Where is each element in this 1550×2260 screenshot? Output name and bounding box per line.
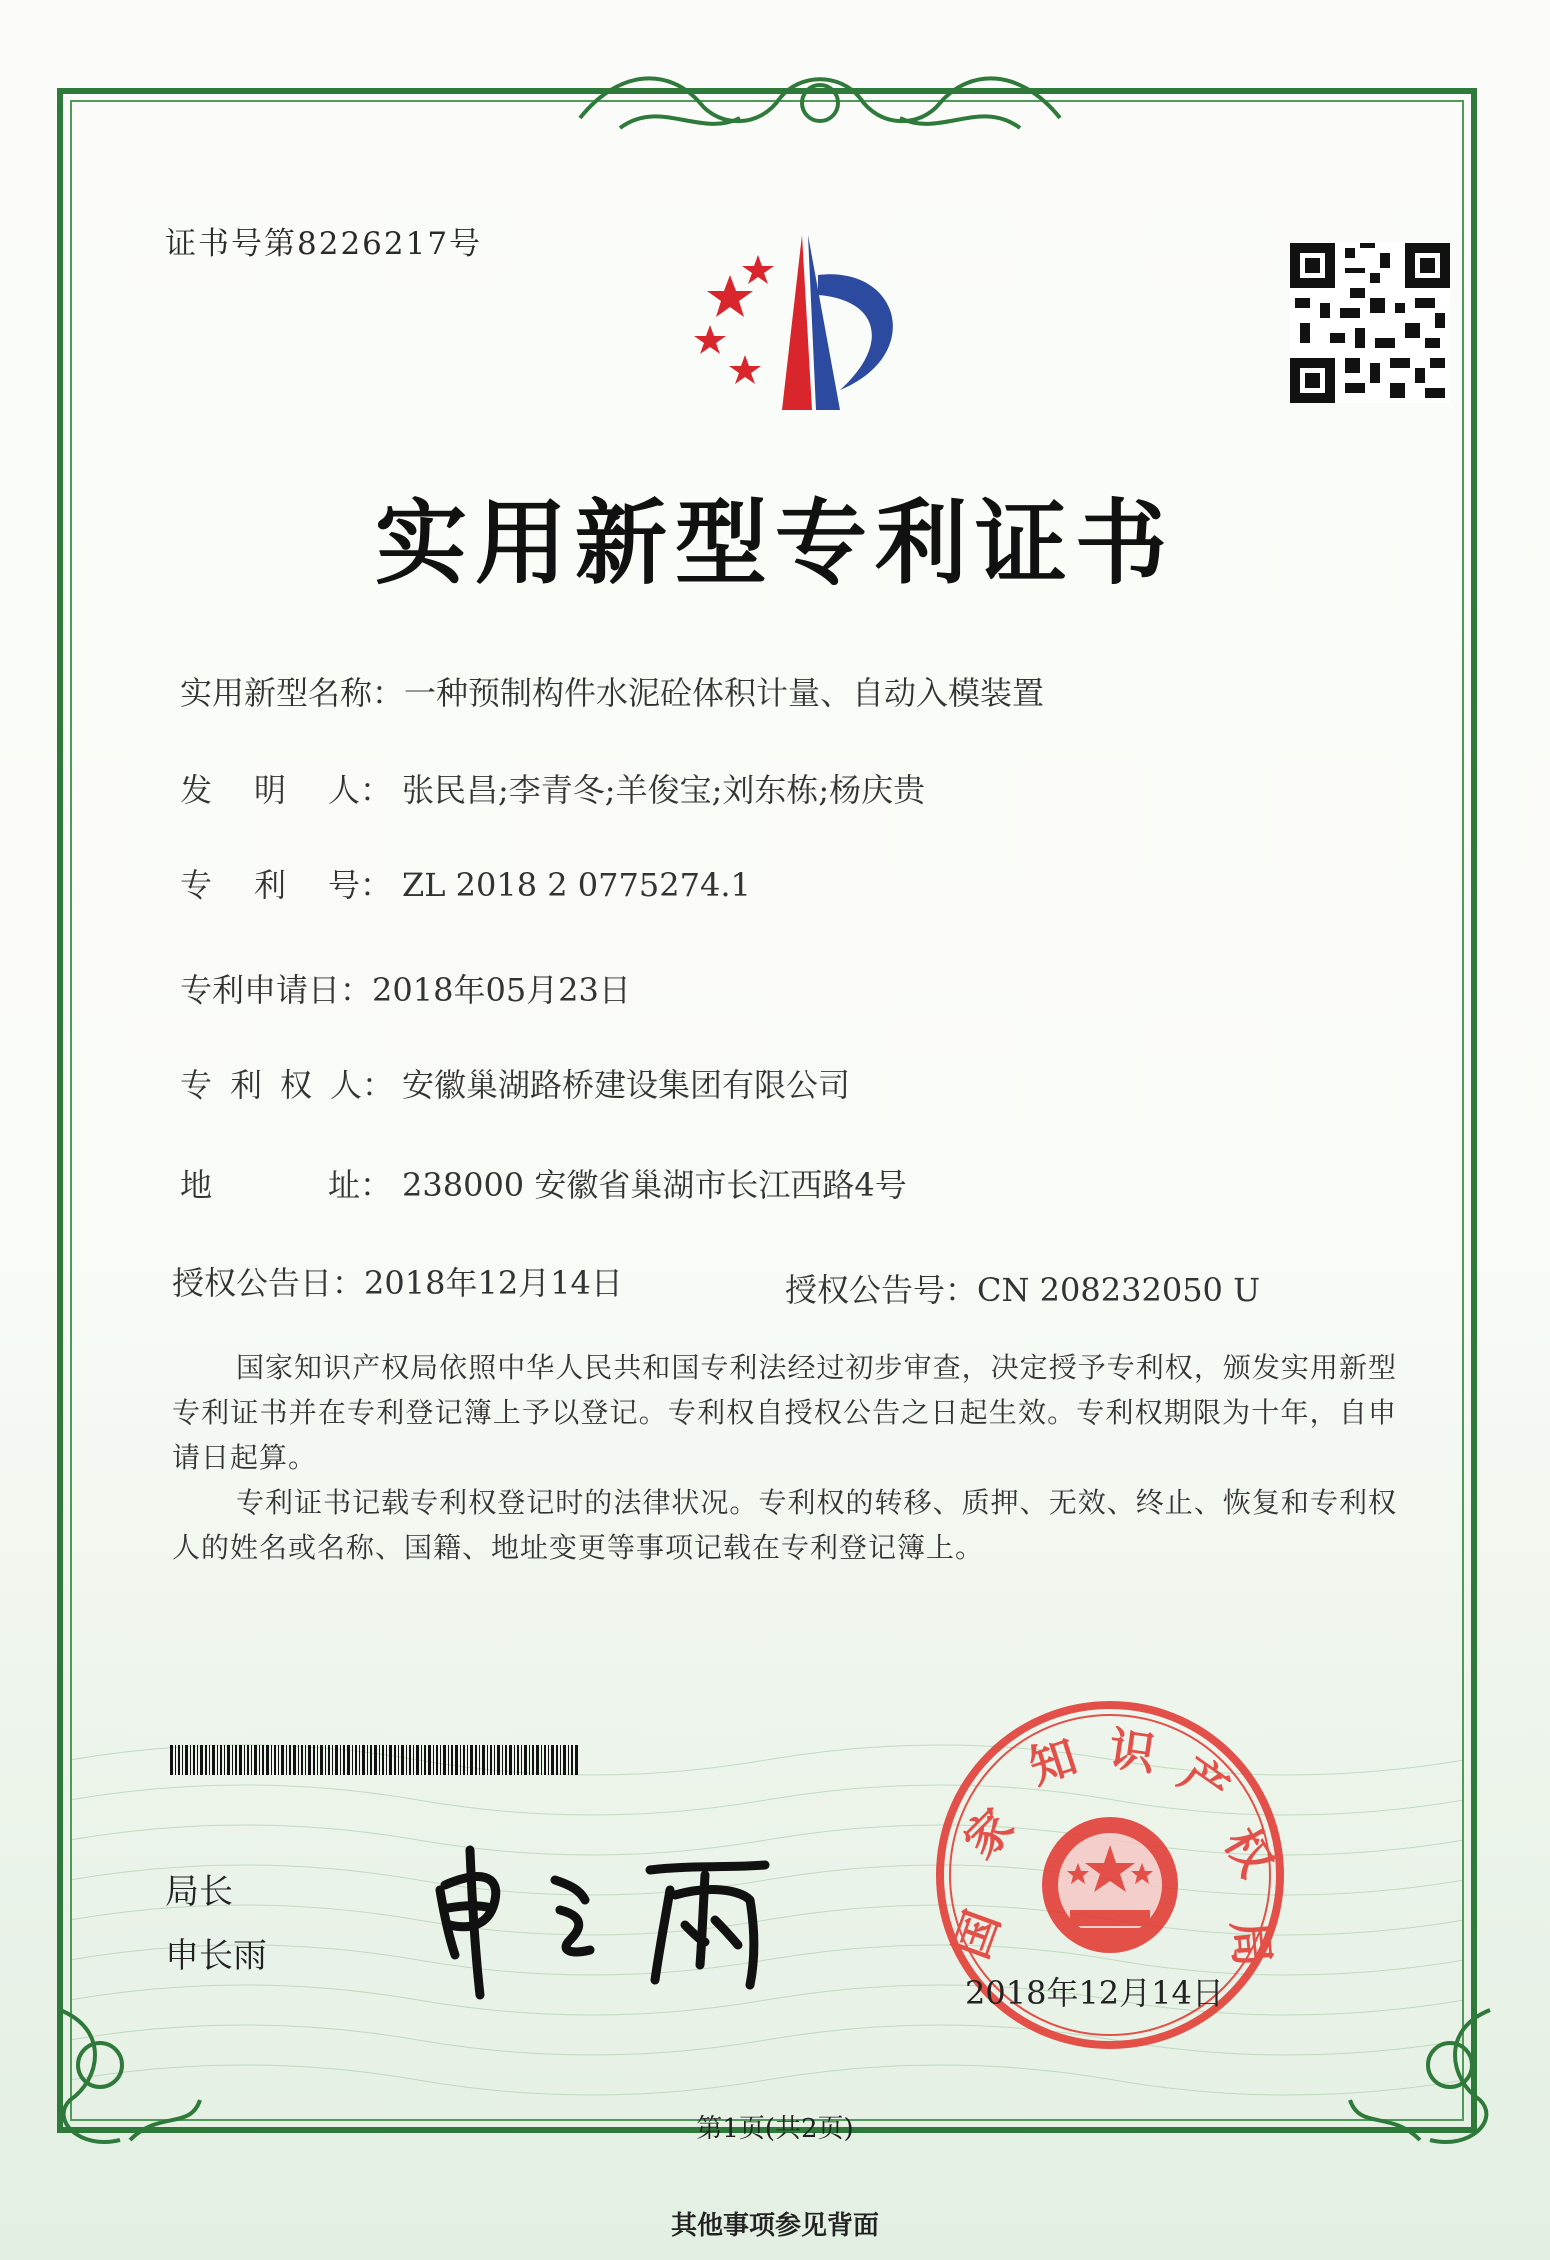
cnipa-logo-icon [690, 215, 940, 415]
svg-text:家: 家 [953, 1798, 1025, 1870]
patentee-row [180, 1060, 850, 1106]
inventor-label: 发 明 人： [180, 771, 393, 809]
svg-text:产: 产 [1169, 1746, 1239, 1818]
seal-date: 2018年12月14日 [965, 1974, 1224, 2012]
patentee-label: 专 利 权 人： [180, 1066, 395, 1104]
svg-text:识: 识 [1105, 1721, 1159, 1782]
handwritten-signature [420, 1830, 800, 2000]
patent-number-value: ZL 2018 2 0775274.1 [402, 866, 751, 904]
svg-text:权: 权 [1213, 1818, 1284, 1886]
publication-number-row [785, 1265, 1260, 1311]
grant-statement-paragraph: 国家知识产权局依照中华人民共和国专利法经过初步审查，决定授予专利权，颁发实用新型专利证书并在专利登记簿上予以登记。专利权自授权公告之日起生效。专利权期限为十年，自申请日起算。 [172, 1351, 1397, 1474]
filing-date-label: 专利申请日： [180, 971, 373, 1009]
page-title: 实用新型专利证书 [374, 489, 1175, 597]
director-block [165, 1860, 267, 1988]
patentee-value: 安徽巢湖路桥建设集团有限公司 [402, 1066, 851, 1104]
utility-model-name-label: 实用新型名称： [180, 674, 405, 712]
certificate-number: 证书号第8226217号 [165, 226, 483, 262]
page-number: 第1页(共2页) [696, 2114, 854, 2144]
address-label: 地 址： [180, 1166, 393, 1204]
barcode-icon [170, 1745, 580, 1775]
qr-code-icon [1290, 243, 1450, 403]
filing-date-row [180, 965, 631, 1011]
director-title: 局长 [165, 1872, 233, 1912]
top-ornament [560, 58, 1080, 148]
grant-date-value: 2018年12月14日 [364, 1264, 623, 1302]
svg-text:国: 国 [943, 1903, 1011, 1966]
utility-model-name-value: 一种预制构件水泥砼体积计量、自动入模装置 [404, 674, 1045, 712]
svg-text:知: 知 [1022, 1728, 1084, 1795]
patent-number-row [180, 860, 751, 906]
patent-number-label: 专 利 号： [180, 866, 393, 904]
utility-model-name-row [180, 668, 1044, 714]
back-note: 其他事项参见背面 [670, 2211, 879, 2241]
inventor-row [180, 765, 925, 811]
director-name: 申长雨 [165, 1936, 267, 1976]
svg-text:局: 局 [1222, 1918, 1280, 1969]
grant-date-label: 授权公告日： [172, 1264, 365, 1302]
address-row [180, 1160, 907, 1206]
address-value: 238000 安徽省巢湖市长江西路4号 [402, 1166, 907, 1204]
filing-date-value: 2018年05月23日 [372, 971, 631, 1009]
publication-number-value: CN 208232050 U [977, 1271, 1261, 1309]
grant-date-row [172, 1258, 623, 1304]
publication-number-label: 授权公告号： [785, 1271, 978, 1309]
inventor-value: 张民昌;李青冬;羊俊宝;刘东栋;杨庆贵 [402, 771, 926, 809]
legal-status-paragraph: 专利证书记载专利权登记时的法律状况。专利权的转移、质押、无效、终止、恢复和专利权人的姓名或名称、国籍、地址变更等事项记载在专利登记簿上。 [172, 1486, 1397, 1564]
